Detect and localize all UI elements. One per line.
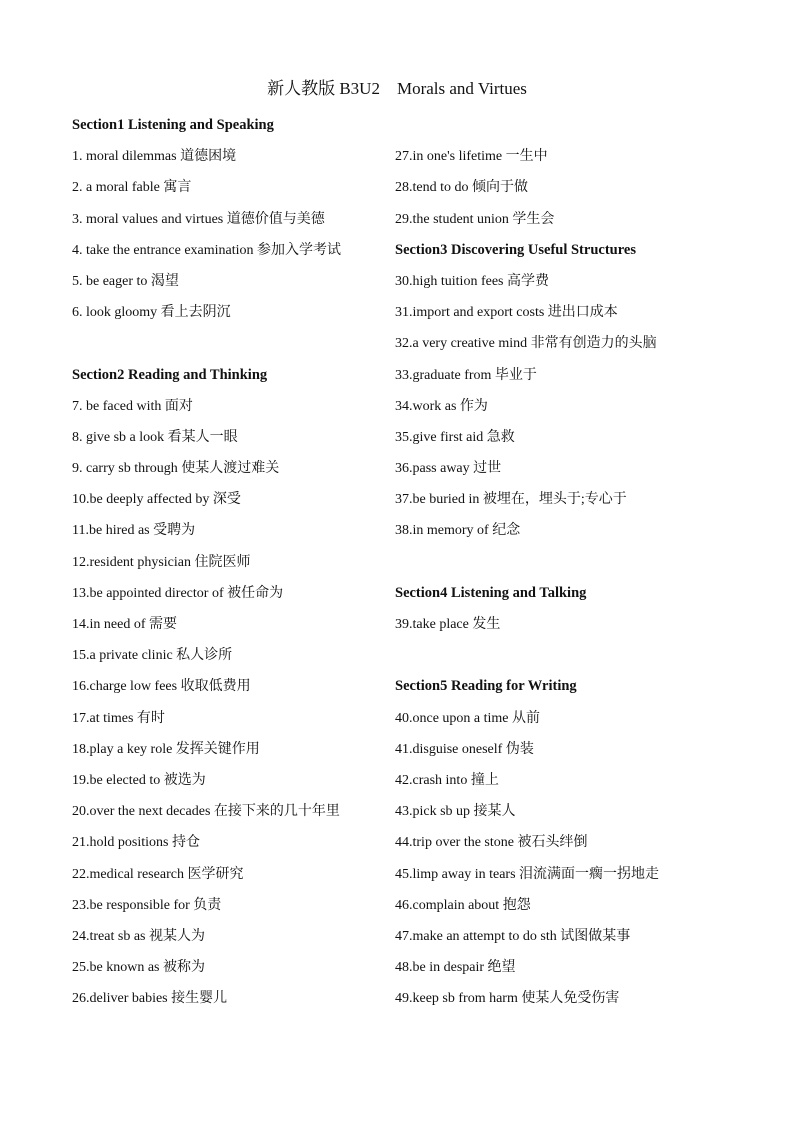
vocab-item: 14.in need of 需要: [72, 617, 177, 632]
vocab-item: 17.at times 有时: [72, 710, 165, 726]
vocab-item: 5. be eager to 渴望: [72, 273, 179, 289]
vocab-item: 44.trip over the stone 被石头绊倒: [395, 835, 588, 851]
vocab-item: 12.resident physician 住院医师: [72, 554, 251, 570]
vocab-item: 21.hold positions 持仓: [72, 835, 200, 851]
vocab-item: 16.charge low fees 收取低费用: [72, 679, 251, 695]
vocab-item: 36.pass away 过世: [395, 461, 502, 477]
left-column: [72, 110, 392, 1014]
vocab-item: 9. carry sb through 使某人渡过难关: [72, 461, 280, 477]
page-title: 新人教版 B3U2 Morals and Virtues: [267, 79, 527, 98]
vocab-item: 26.deliver babies 接生婴儿: [72, 991, 228, 1007]
vocab-item: 4. take the entrance examination 参加入学考试: [72, 242, 342, 258]
vocab-item: 24.treat sb as 视某人为: [72, 928, 205, 944]
vocab-item: 32.a very creative mind 非常有创造力的头脑: [395, 336, 657, 352]
vocab-item: 48.be in despair 绝望: [395, 960, 516, 976]
section-heading: Section1 Listening and Speaking: [72, 117, 274, 133]
vocab-item: 40.once upon a time 从前: [395, 710, 541, 726]
vocab-item: 47.make an attempt to do sth 试图做某事: [395, 928, 631, 944]
vocab-item: 43.pick sb up 接某人: [395, 804, 516, 820]
vocab-item: 15.a private clinic 私人诊所: [72, 648, 233, 664]
vocab-item: 23.be responsible for 负责: [72, 897, 222, 913]
vocab-item: 42.crash into 撞上: [395, 772, 499, 788]
vocab-item: 20.over the next decades 在接下来的几十年里: [72, 804, 340, 820]
vocab-item: 19.be elected to 被选为: [72, 772, 206, 788]
vocab-item: 35.give first aid 急救: [395, 429, 515, 445]
blank-line: [72, 328, 392, 359]
vocab-item: 22.medical research 医学研究: [72, 866, 244, 882]
vocab-item: 6. look gloomy 看上去阴沉: [72, 305, 231, 321]
section-heading: Section2 Reading and Thinking: [72, 366, 268, 383]
vocab-item: 30.high tuition fees 高学费: [395, 273, 549, 289]
section-heading: Section4 Listening and Talking: [395, 584, 587, 601]
blank-line: [395, 547, 735, 578]
vocab-item: 46.complain about 抱怨: [395, 897, 531, 913]
vocab-item: 34.work as 作为: [395, 398, 488, 414]
blank-line: [395, 640, 735, 671]
vocab-item: 37.be buried in 被埋在，埋头于;专心于: [395, 492, 627, 508]
right-column: [395, 110, 735, 1014]
vocab-item: 28.tend to do 倾向于做: [395, 180, 528, 196]
vocab-item: 45.limp away in tears 泪流满面一瘸一拐地走: [395, 866, 660, 882]
vocab-item: 11.be hired as 受聘为: [72, 523, 196, 539]
vocab-item: 39.take place 发生: [395, 617, 501, 632]
vocab-item: 7. be faced with 面对: [72, 398, 193, 414]
vocab-item: 10.be deeply affected by 深受: [72, 492, 241, 508]
blank-line: [395, 110, 735, 141]
section-heading: Section5 Reading for Writing: [395, 678, 577, 695]
vocab-item: 31.import and export costs 进出口成本: [395, 305, 618, 321]
vocab-item: 8. give sb a look 看某人一眼: [72, 429, 238, 445]
vocab-item: 49.keep sb from harm 使某人免受伤害: [395, 991, 620, 1007]
vocab-item: 38.in memory of 纪念: [395, 523, 521, 539]
vocab-item: 2. a moral fable 寓言: [72, 180, 192, 196]
vocab-item: 3. moral values and virtues 道德价值与美德: [72, 211, 325, 227]
vocab-item: 18.play a key role 发挥关键作用: [72, 741, 260, 757]
vocab-item: 25.be known as 被称为: [72, 960, 205, 976]
vocab-item: 41.disguise oneself 伪装: [395, 741, 534, 757]
section-heading: Section3 Discovering Useful Structures: [395, 241, 636, 258]
vocab-item: 13.be appointed director of 被任命为: [72, 585, 284, 601]
vocab-item: 29.the student union 学生会: [395, 211, 555, 227]
vocab-item: 33.graduate from 毕业于: [395, 367, 537, 383]
vocab-item: 27.in one's lifetime 一生中: [395, 149, 548, 165]
vocab-item: 1. moral dilemmas 道德困境: [72, 149, 237, 165]
